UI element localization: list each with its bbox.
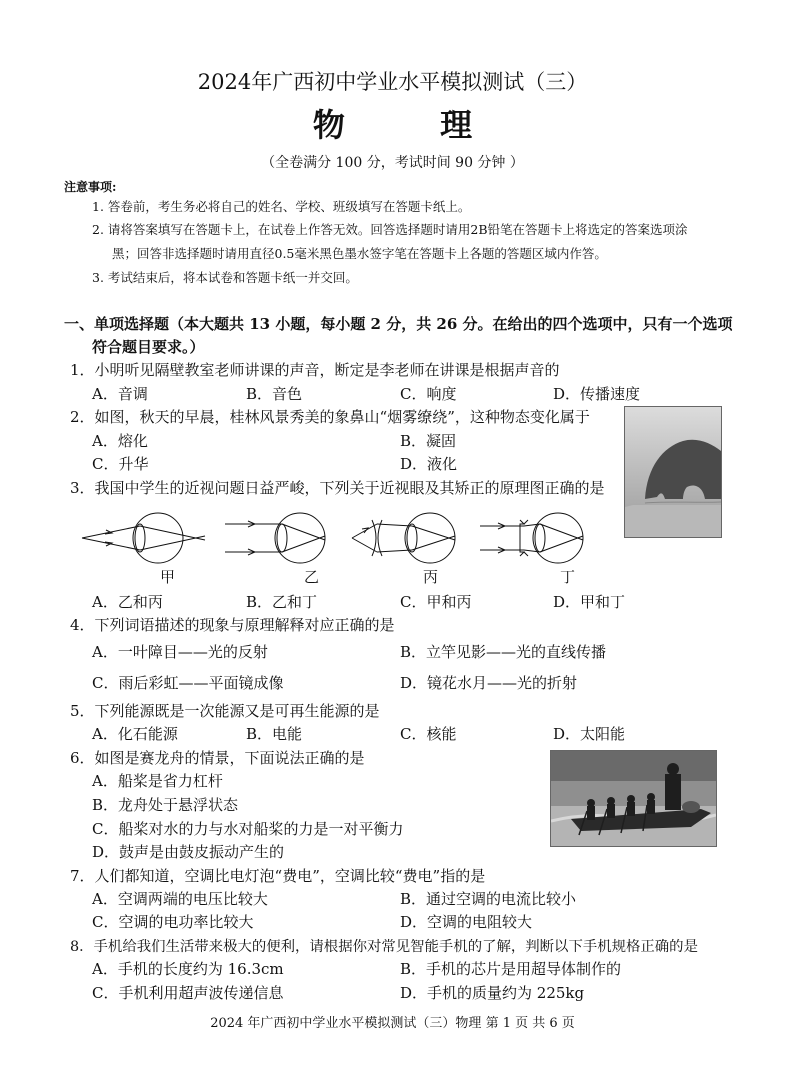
note-item: 3. 考试结束后，将本试卷和答题卡纸一并交回。	[92, 270, 358, 285]
option: C．空调的电功率比较大	[92, 913, 254, 931]
note-item: 2. 请将答案填写在答题卡上，在试卷上作答无效。回答选择题时请用2B铅笔在答题卡上将选定的答案选项涂	[92, 222, 688, 237]
option: C．雨后彩虹——平面镜成像	[92, 674, 284, 692]
option: D．空调的电阻较大	[400, 913, 533, 931]
diagram-label: 乙	[304, 568, 320, 586]
option: B．凝固	[400, 432, 457, 450]
question-stem: 2．如图，秋天的早晨，桂林风景秀美的象鼻山“烟雾缭绕”，这种物态变化属于	[70, 408, 590, 426]
option: D．甲和丁	[553, 593, 626, 611]
section-heading-cont: 符合题目要求。）	[92, 338, 205, 356]
question-stem: 8．手机给我们生活带来极大的便利，请根据你对常见智能手机的了解，判断以下手机规格正确的是	[70, 939, 698, 955]
question-stem: 6．如图是赛龙舟的情景，下面说法正确的是	[70, 749, 365, 767]
question-stem: 3．我国中学生的近视问题日益严峻，下列关于近视眼及其矫正的原理图正确的是	[70, 479, 605, 497]
question-stem: 7．人们都知道，空调比电灯泡“费电”，空调比较“费电”指的是	[70, 867, 486, 885]
section-heading: 一、单项选择题（本大题共 13 小题，每小题 2 分，共 26 分。在给出的四个选项中，只有一个选项	[64, 315, 733, 333]
option: C．响度	[400, 385, 457, 403]
option: C．升华	[92, 455, 149, 473]
option: B．通过空调的电流比较小	[400, 890, 577, 908]
option: A．熔化	[92, 432, 148, 450]
option: A．一叶障目——光的反射	[92, 643, 268, 661]
option: A．音调	[92, 385, 148, 403]
option: B．电能	[246, 725, 303, 743]
subject-title: 物 理	[312, 106, 515, 144]
option: C．核能	[400, 725, 457, 743]
option: A．乙和丙	[92, 593, 163, 611]
option: B．龙舟处于悬浮状态	[92, 796, 239, 814]
notes-title: 注意事项:	[64, 180, 117, 194]
eye-diagrams	[80, 508, 600, 586]
question-stem: 4．下列词语描述的现象与原理解释对应正确的是	[70, 616, 395, 634]
option: B．立竿见影——光的直线传播	[400, 643, 607, 661]
option: C．甲和丙	[400, 593, 472, 611]
question-stem: 1．小明听见隔壁教室老师讲课的声音，断定是李老师在讲课是根据声音的	[70, 361, 560, 379]
score-line: （全卷满分 100 分，考试时间 90 分钟 ）	[261, 155, 524, 171]
option: C．手机利用超声波传递信息	[92, 984, 284, 1002]
dragon-boat-photo	[550, 750, 717, 847]
option: A．手机的长度约为 16.3cm	[92, 960, 284, 978]
option: D．镜花水月——光的折射	[400, 674, 578, 692]
exam-title: 2024年广西初中学业水平模拟测试（三）	[197, 70, 588, 94]
diagram-label: 丁	[560, 568, 576, 586]
note-item: 1. 答卷前，考生务必将自己的姓名、学校、班级填写在答题卡纸上。	[92, 199, 471, 214]
option: D．液化	[400, 455, 458, 473]
page-footer: 2024 年广西初中学业水平模拟测试（三）物理 第 1 页 共 6 页	[210, 1016, 575, 1031]
option: D．手机的质量约为 225kg	[400, 984, 585, 1002]
option: A．化石能源	[92, 725, 178, 743]
option: B．手机的芯片是用超导体制作的	[400, 960, 622, 978]
option: D．传播速度	[553, 385, 641, 403]
option: A．空调两端的电压比较大	[92, 890, 268, 908]
diagram-label: 丙	[423, 568, 439, 586]
question-stem: 5．下列能源既是一次能源又是可再生能源的是	[70, 702, 380, 720]
elephant-trunk-hill-photo	[624, 406, 722, 538]
option: A．船桨是省力杠杆	[92, 772, 223, 790]
option: B．音色	[246, 385, 303, 403]
option: C．船桨对水的力与水对船桨的力是一对平衡力	[92, 820, 404, 838]
diagram-label: 甲	[160, 568, 176, 586]
option: D．太阳能	[553, 725, 626, 743]
option: B．乙和丁	[246, 593, 318, 611]
note-item: 黑；回答非选择题时请用直径0.5毫米黑色墨水签字笔在答题卡上各题的答题区域内作答。	[112, 246, 607, 261]
option: D．鼓声是由鼓皮振动产生的	[92, 843, 285, 861]
